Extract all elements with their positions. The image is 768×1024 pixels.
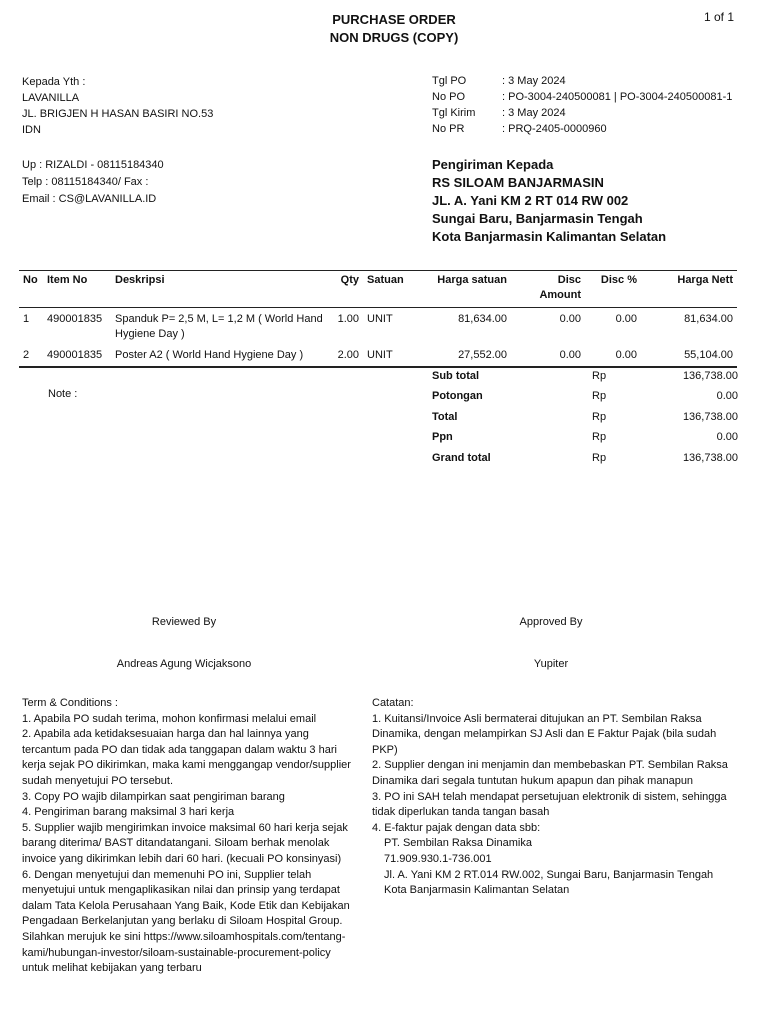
vendor-email: Email : CS@LAVANILLA.ID	[22, 193, 157, 205]
shipping-block	[432, 156, 666, 246]
notes-line: PKP)	[372, 743, 398, 756]
total-row	[432, 407, 738, 428]
total-value: 0.00	[716, 431, 738, 444]
table-header-row	[19, 271, 737, 308]
totals-block	[432, 366, 738, 469]
tax-line: 71.909.930.1-736.001	[384, 852, 492, 865]
cell-disc: 0.00	[559, 312, 581, 325]
document-title: PURCHASE ORDER	[332, 12, 456, 27]
terms-heading: Term & Conditions :	[22, 697, 118, 709]
tax-line: Jl. A. Yani KM 2 RT.014 RW.002, Sungai Baru, Banjarmasin Tengah	[384, 868, 714, 881]
tax-line: PT. Sembilan Raksa Dinamika	[384, 837, 532, 850]
cell-desc: Spanduk P= 2,5 M, L= 1,2 M ( World Hand Hygiene Day )	[115, 312, 323, 341]
terms-line: invoice yang dikirimkan lebih dari 60 hari. (kecuali PO konsinyasi)	[22, 852, 342, 865]
notes-line: tidak diperlukan tanda tangan basah	[372, 806, 550, 819]
terms-line: 6. Dengan menyetujui dan memenuhi PO ini, Supplier telah	[22, 868, 312, 881]
total-label: Ppn	[432, 431, 453, 444]
terms-line: sudah menyetujui PO tersebut.	[22, 774, 174, 787]
shipping-name: RS SILOAM BANJARMASIN	[432, 175, 604, 190]
total-currency: Rp	[592, 369, 607, 382]
terms-block	[22, 696, 351, 977]
col-net: Harga Nett	[641, 271, 737, 308]
vendor-block	[22, 74, 213, 138]
total-label: Sub total	[432, 369, 480, 382]
cell-disc-pct: 0.00	[615, 312, 637, 325]
cell-item-no: 490001835	[43, 344, 111, 367]
meta-value: : 3 May 2024	[502, 75, 566, 88]
vendor-contact	[22, 157, 164, 208]
total-row	[432, 387, 738, 408]
meta-row	[432, 90, 732, 106]
meta-label: No PO	[432, 91, 466, 104]
cell-unit: UNIT	[367, 312, 393, 325]
notes-line: Dinamika, dengan melampirkan SJ Asli dan E Faktur Pajak (bila sudah	[372, 728, 717, 741]
notes-line: 4. E-faktur pajak dengan data sbb:	[372, 821, 541, 834]
total-currency: Rp	[592, 431, 607, 444]
terms-line: Pengadaan Berkelanjutan yang berlaku di Siloam Hospital Group.	[22, 915, 343, 928]
col-price: Harga satuan	[419, 271, 511, 308]
terms-line: kami/hubungan-investor/siloam-sustainable-procurement-policy	[22, 946, 331, 959]
total-value: 136,738.00	[682, 410, 738, 423]
cell-net: 55,104.00	[641, 344, 737, 367]
terms-line: 3. Copy PO wajib dilampirkan saat pengiriman barang	[22, 790, 285, 803]
shipping-line2: Sungai Baru, Banjarmasin Tengah	[432, 211, 643, 226]
cell-price: 81,634.00	[458, 312, 507, 325]
cell-no: 2	[19, 344, 43, 367]
vendor-to-label: Kepada Yth :	[22, 76, 86, 88]
col-no: No	[19, 271, 43, 308]
total-currency: Rp	[592, 410, 607, 423]
terms-line: dalam Tata Kelola Perusahaan Yang Baik, Kode Etik dan Kebijakan	[22, 899, 350, 912]
total-label: Grand total	[432, 451, 491, 464]
terms-line: 4. Pengiriman barang maksimal 3 hari kerja	[22, 806, 235, 819]
terms-line: Silahkan merujuk ke sini https://www.siloamhospitals.com/tentang-	[22, 930, 346, 943]
terms-line: barang diterima/ BAST ditandatangani. Siloam berhak menolak	[22, 837, 330, 850]
total-row	[432, 428, 738, 449]
vendor-address: JL. BRIGJEN H HASAN BASIRI NO.53	[22, 108, 214, 120]
notes-heading: Catatan:	[372, 697, 414, 709]
note-label: Note :	[48, 388, 78, 400]
terms-line: menyetujui untuk mengaplikasikan nilai dan prinsip yang terdapat	[22, 884, 340, 897]
cell-item-no: 490001835	[47, 312, 103, 325]
shipping-line1: JL. A. Yani KM 2 RT 014 RW 002	[432, 193, 629, 208]
terms-line: kerja sejak PO dikirimkan, maka kami menggangap vendor/supplier	[22, 759, 351, 772]
meta-value: : PO-3004-240500081 | PO-3004-240500081-1	[502, 91, 733, 104]
tax-line: Kota Banjarmasin Kalimantan Selatan	[384, 884, 570, 897]
meta-label: Tgl PO	[432, 75, 467, 88]
shipping-line3: Kota Banjarmasin Kalimantan Selatan	[432, 229, 667, 244]
notes-line: 2. Supplier dengan ini menjamin dan membebaskan PT. Sembilan Raksa	[372, 759, 728, 772]
cell-desc: Poster A2 ( World Hand Hygiene Day )	[111, 344, 327, 367]
meta-row	[432, 106, 732, 122]
meta-row	[432, 74, 732, 90]
vendor-telp: Telp : 08115184340/ Fax :	[22, 176, 149, 188]
total-row	[432, 448, 738, 469]
table-row	[19, 344, 737, 367]
terms-line: 1. Apabila PO sudah terima, mohon konfirmasi melalui email	[22, 712, 317, 725]
reviewed-by-label: Reviewed By	[151, 616, 217, 628]
approved-by-label: Approved By	[519, 616, 583, 628]
cell-unit: UNIT	[363, 344, 419, 367]
cell-disc-pct: 0.00	[585, 344, 641, 367]
vendor-country: IDN	[22, 124, 41, 136]
items-table	[19, 270, 737, 368]
total-label: Total	[432, 410, 458, 423]
col-disc-pct: Disc %	[585, 271, 641, 308]
col-item-no: Item No	[43, 271, 111, 308]
table-row	[19, 307, 737, 343]
vendor-up: Up : RIZALDI - 08115184340	[22, 159, 164, 171]
total-value: 136,738.00	[682, 451, 738, 464]
notes-line: Dinamika dari segala tuntutan hukum apapun dan pihak manapun	[372, 774, 694, 787]
cell-qty: 2.00	[327, 344, 363, 367]
terms-line: 5. Supplier wajib mengirimkan invoice maksimal 60 hari kerja sejak	[22, 821, 348, 834]
col-disc: Disc Amount	[511, 271, 585, 308]
cell-disc: 0.00	[511, 344, 585, 367]
shipping-heading: Pengiriman Kepada	[432, 157, 554, 172]
vendor-name: LAVANILLA	[22, 92, 80, 104]
col-qty: Qty	[327, 271, 363, 308]
notes-block	[372, 696, 728, 899]
document-subtitle: NON DRUGS (COPY)	[329, 30, 459, 45]
cell-net: 81,634.00	[684, 312, 733, 325]
cell-no: 1	[23, 312, 30, 325]
total-currency: Rp	[592, 451, 607, 464]
total-currency: Rp	[592, 390, 607, 403]
total-row	[432, 366, 738, 387]
col-desc: Deskripsi	[111, 271, 327, 308]
terms-line: 2. Apabila ada ketidaksesuaian harga dan hal lainnya yang	[22, 728, 309, 741]
meta-value: : PRQ-2405-0000960	[502, 123, 607, 136]
meta-row	[432, 122, 732, 138]
col-unit: Satuan	[363, 271, 419, 308]
cell-qty: 1.00	[337, 312, 359, 325]
meta-label: No PR	[432, 123, 465, 136]
meta-value: : 3 May 2024	[502, 107, 566, 120]
terms-line: untuk melihat kebijakan yang terbaru	[22, 962, 202, 975]
po-meta	[432, 74, 732, 138]
reviewed-by-name: Andreas Agung Wicjaksono	[116, 658, 252, 670]
approved-by-name: Yupiter	[533, 658, 569, 670]
notes-line: 1. Kuitansi/Invoice Asli bermaterai ditujukan an PT. Sembilan Raksa	[372, 712, 702, 725]
notes-line: 3. PO ini SAH telah mendapat persetujuan elektronik di sistem, sehingga	[372, 790, 727, 803]
terms-line: tercantum pada PO dan tidak ada tanggapan dalam waktu 3 hari	[22, 743, 337, 756]
page-number: 1 of 1	[703, 10, 734, 24]
meta-label: Tgl Kirim	[432, 107, 476, 120]
total-value: 136,738.00	[682, 369, 738, 382]
total-label: Potongan	[432, 390, 483, 403]
total-value: 0.00	[716, 390, 738, 403]
cell-price: 27,552.00	[419, 344, 511, 367]
